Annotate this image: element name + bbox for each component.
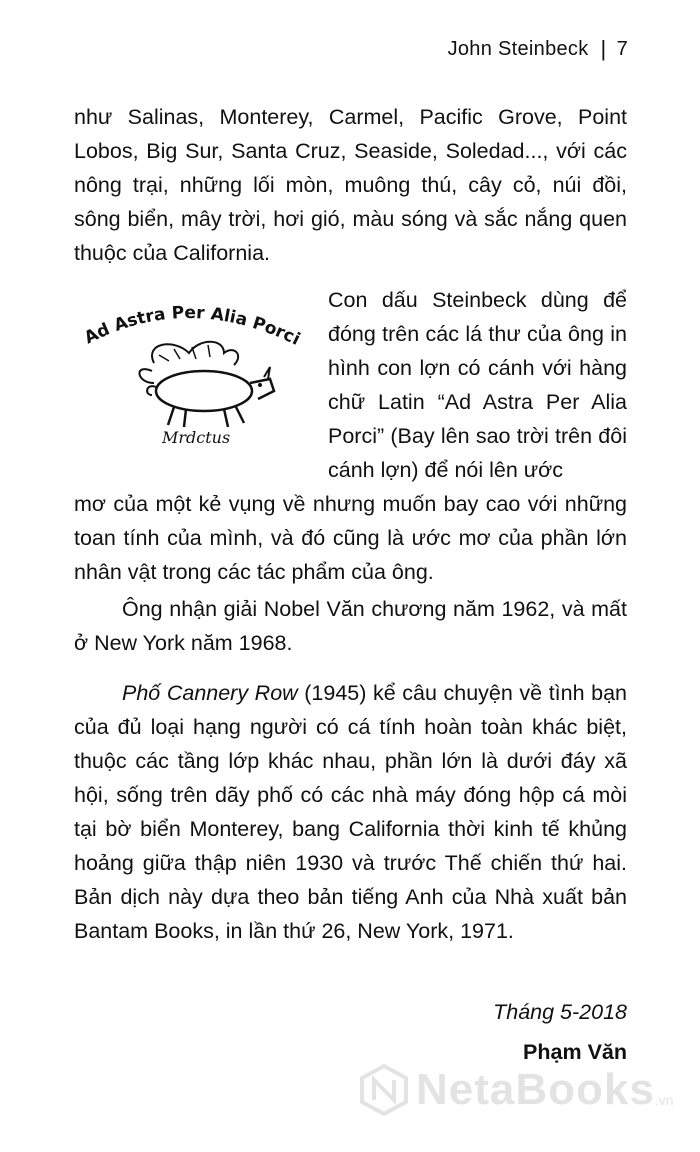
paragraph-3-text: Ông nhận giải Nobel Văn chương năm 1962, và mất ở New York năm 1968.	[74, 597, 627, 655]
running-header	[448, 36, 628, 62]
stamp-signature: Mrdctus	[162, 428, 231, 447]
steinbeck-stamp-image	[74, 283, 314, 453]
paragraph-1	[74, 100, 627, 270]
paragraph-2-wrap	[328, 283, 627, 487]
watermark-brand: NetaBooks	[416, 1065, 655, 1114]
book-title: Phố Cannery Row	[122, 681, 298, 705]
translator-name: Phạm Văn	[523, 1040, 627, 1064]
netabooks-logo-icon	[358, 1064, 410, 1116]
netabooks-watermark	[358, 1064, 674, 1116]
header-separator: |	[600, 36, 607, 61]
paragraph-1-text: như Salinas, Monterey, Carmel, Pacific Grove, Point Lobos, Big Sur, Santa Cruz, Seaside, Soledad..., với các nông trại, những lối mòn, muông thú, cây cỏ, núi đồi, sông biển, mây trời, hơi gió, màu sóng và sắc nắng quen thuộc của California.	[74, 105, 627, 265]
date-line: Tháng 5-2018	[493, 1000, 627, 1024]
stamp-motto: Ad Astra Per Alia Porci	[81, 302, 304, 350]
paragraph-4-text	[74, 676, 627, 948]
watermark-suffix: .vn	[654, 1092, 674, 1108]
paragraph-4-body: (1945) kể câu chuyện về tình bạn của đủ loại hạng người có cá tính hoàn toàn khác biệt, thuộc các tầng lớp khác nhau, phần lớn là dưới đáy xã hội, sống trên dãy phố có các nhà máy đóng hộp cá mòi tại bờ biển Monterey, bang California thời kinh tế khủng hoảng giữa thập niên 1930 và trước Thế chiến thứ hai. Bản dịch này dựa theo bản tiếng Anh của Nhà xuất bản Bantam Books, in lần thứ 26, New York, 1971.	[74, 681, 627, 943]
header-author: John Steinbeck	[447, 37, 589, 60]
paragraph-2-rest	[74, 487, 627, 589]
paragraph-4	[74, 676, 627, 948]
paragraph-3	[74, 592, 627, 660]
page-number: 7	[616, 37, 628, 60]
flying-pig-stamp-icon	[74, 283, 314, 453]
paragraph-2-wrap-text: Con dấu Steinbeck dùng để đóng trên các lá thư của ông in hình con lợn có cánh với hàng chữ Latin “Ad Astra Per Alia Porci” (Bay lên sao trời trên đôi cánh lợn) để nói lên ước	[328, 288, 627, 482]
paragraph-2-rest-text: mơ của một kẻ vụng về nhưng muốn bay cao với những toan tính của mình, và đó cũng là ước mơ của phần lớn nhân vật trong các tác phẩm của ông.	[74, 492, 627, 584]
